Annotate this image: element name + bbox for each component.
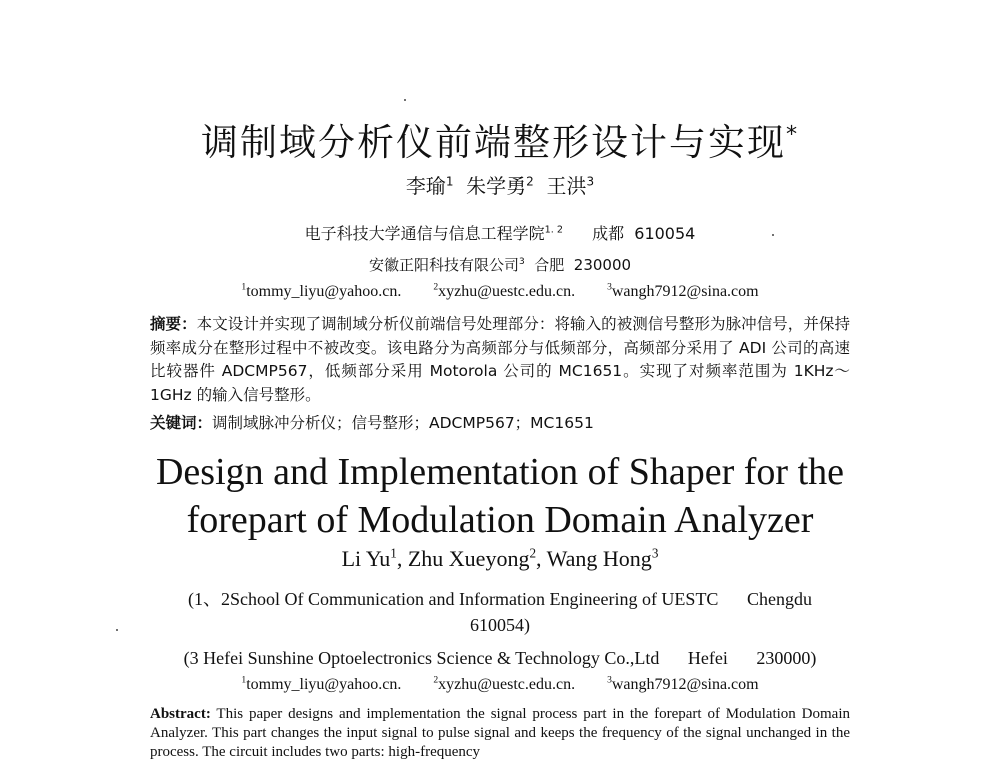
affiliation-zip: 610054 [634,224,696,243]
affiliation-name: 电子科技大学通信与信息工程学院 [304,224,545,243]
author-name: 朱学勇 [466,174,527,198]
author-name: 王洪 [546,174,587,198]
abstract-text: This paper designs and implementation the signal process part in the forepart of Modulation Domain Analyzer. This part changes the input signal to pulse signal and keeps the frequency of the signal unchanged in the process. The circuit includes two parts: high-frequency [150,706,850,760]
author-sup: 1 [445,174,454,189]
email-link[interactable]: wangh7912@sina.com [611,676,759,693]
abstract-text: 本文设计并实现了调制域分析仪前端信号处理部分：将输入的被测信号整形为脉冲信号，并保持频率成分在整形过程中不被改变。该电路分为高频部分与低频部分，高频部分采用了 ADI 公司的高速比较器件 ADCMP567，低频部分采用 Motorola 公司的 MC1651。实现了对频率范围为 1KHz～1GHz 的输入信号整形。 [150,315,850,404]
email-link[interactable]: tommy_liyu@yahoo.cn. [246,283,402,300]
keywords-label: 关键词： [150,414,213,432]
email-link[interactable]: xyzhu@uestc.edu.cn. [438,676,576,693]
affiliation-name: (1、2School Of Communication and Information Engineering of UESTC [188,589,719,609]
author-sup: 2 [526,174,534,189]
cn-keywords [150,412,850,436]
email-link[interactable]: wangh7912@sina.com [611,283,759,300]
title-footnote-mark: * [785,121,800,148]
affiliation-sup: 1. 2 [544,224,563,236]
en-emails [0,676,1000,694]
scan-speck [116,629,118,631]
email-sup: 2 [433,674,439,686]
cn-emails [0,283,1000,301]
affiliation-sup: 3 [518,257,525,267]
author-name: Wang Hong [546,546,652,571]
en-abstract [150,705,850,762]
cn-title [0,112,1000,166]
cn-abstract [150,313,850,407]
author-sup: 2 [529,545,537,561]
affiliation-city: Hefei [687,648,728,668]
affiliation-city: 成都 [592,224,625,243]
abstract-label: Abstract: [150,706,211,722]
en-title-line: Design and Implementation of Shaper for the [155,451,845,493]
author-name: Zhu Xueyong [407,546,530,571]
cn-affiliation-1 [0,221,1000,244]
cn-affiliation-2 [0,254,1000,275]
author-sup: 3 [586,174,595,189]
affiliation-name: 安徽正阳科技有限公司 [368,256,519,274]
en-authors: Li Yu$^1$, Zhu Xueyong$^2$, Wang Hong$^3$ [341,545,659,571]
email-link[interactable]: xyzhu@uestc.edu.cn. [438,283,576,300]
affiliation-city: 合肥 [534,256,565,274]
affiliation-zip: 230000) [756,648,817,668]
en-affiliation-2 [0,648,1000,669]
email-sup: 1 [241,674,247,686]
cn-title-text: 调制域分析仪前端整形设计与实现 [200,121,786,164]
affiliation-name: (3 Hefei Sunshine Optoelectronics Science & Technology Co.,Ltd [183,648,660,668]
cn-authors [0,170,1000,199]
author-sup: 3 [651,545,659,561]
keywords-text: 调制域脉冲分析仪；信号整形；ADCMP567；MC1651 [212,414,594,432]
affiliation-city: Chengdu [746,589,812,609]
en-title [0,448,1000,544]
email-sup: 2 [433,281,439,293]
author-name: 李瑜 [405,174,446,198]
author-name: Li Yu [341,546,391,571]
email-sup: 3 [607,281,612,293]
scan-speck [404,99,406,101]
en-title-line: forepart of Modulation Domain Analyzer [186,499,814,541]
email-sup: 3 [607,674,612,686]
affiliation-zip: 230000 [573,256,632,274]
email-link[interactable]: tommy_liyu@yahoo.cn. [246,676,402,693]
affiliation-zip: 610054) [470,615,530,635]
email-sup: 1 [241,281,247,293]
abstract-label: 摘要： [150,315,197,333]
en-affiliation-1 [150,586,850,638]
author-sup: 1 [390,545,397,561]
